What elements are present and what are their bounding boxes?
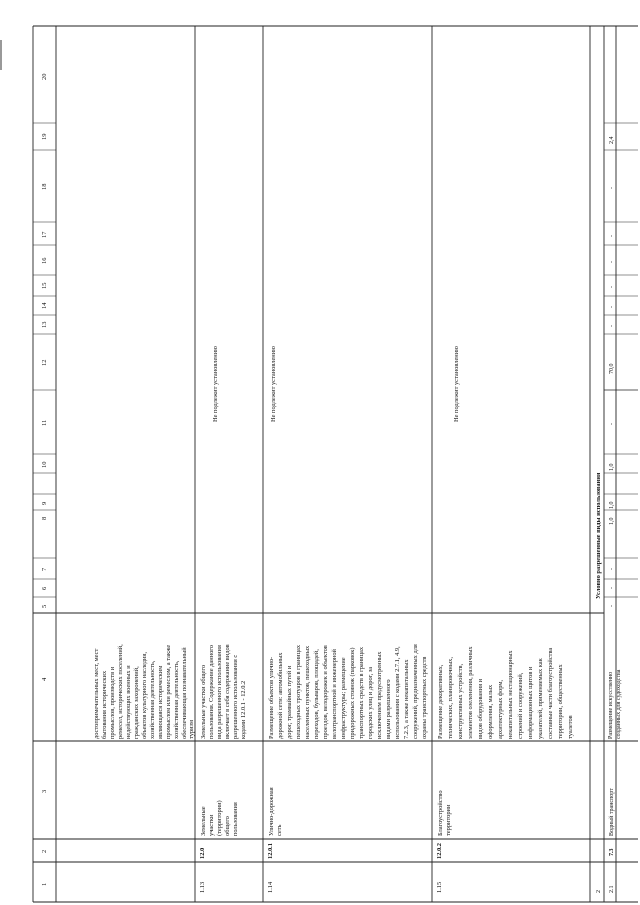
cell-c11: - bbox=[609, 423, 615, 425]
section-number: 2 bbox=[596, 890, 602, 893]
cont-line: обеспечивающая познавательный bbox=[181, 647, 188, 739]
vri-desc-line: переходов, бульваров, площадей, bbox=[313, 649, 320, 739]
cell-c10: 1,0 bbox=[609, 463, 615, 471]
col-num-19: 19 bbox=[41, 133, 48, 140]
cont-line: промыслом или ремеслом, а также bbox=[165, 644, 172, 739]
continuation-description bbox=[93, 644, 195, 739]
vri-desc-line: информационных щитов и bbox=[527, 666, 534, 739]
section-title: Условно разрешенные виды использования bbox=[595, 472, 602, 599]
col-num-8: 8 bbox=[41, 516, 48, 520]
vri-desc-line: сооружений, предназначенных для bbox=[412, 644, 419, 739]
vri-desc-line: включает в себя содержание видов bbox=[224, 644, 231, 739]
cont-line: достопримечательных мест, мест bbox=[93, 648, 100, 739]
row-number: 2.1 bbox=[609, 885, 615, 893]
cell-c16: - bbox=[609, 261, 615, 263]
col-num-5: 5 bbox=[41, 604, 48, 608]
row-number: 1.14 bbox=[267, 881, 274, 893]
table-row bbox=[608, 137, 622, 894]
cell-c13: - bbox=[609, 325, 615, 327]
table-row bbox=[436, 346, 574, 893]
col-num-13: 13 bbox=[41, 321, 48, 328]
cont-line: хозяйственная деятельность, bbox=[149, 660, 156, 739]
cell-c9: 1,0 bbox=[609, 501, 615, 509]
col-num-12: 12 bbox=[41, 359, 48, 366]
vri-desc-line: дорог, трамвайных путей и bbox=[286, 665, 293, 739]
cont-line: гражданских захоронений, bbox=[133, 666, 140, 739]
vri-desc-line: пешеходных тротуаров в границах bbox=[295, 644, 302, 739]
vri-desc-line: пользования. Содержание данного bbox=[208, 645, 215, 739]
col-num-6: 6 bbox=[41, 586, 48, 590]
cont-line: ремесел, исторических поселений, bbox=[117, 644, 124, 739]
col-num-9: 9 bbox=[41, 501, 48, 505]
vri-desc-line: указателей, применяемых как bbox=[537, 658, 544, 739]
vri-code: 12.0.2 bbox=[436, 843, 443, 859]
vri-desc-line: архитектурных форм, bbox=[497, 680, 504, 739]
vri-code: 12.0.1 bbox=[267, 843, 274, 859]
vri-desc-line: конструктивных устройств, bbox=[457, 663, 464, 739]
vri-name: Водный транспорт bbox=[609, 788, 615, 836]
vri-code: 7.3 bbox=[609, 848, 615, 856]
cont-line: бытования исторических bbox=[101, 670, 108, 739]
cell-c19: 2,4 bbox=[609, 136, 615, 144]
vri-desc-line: Размещение объектов улично- bbox=[268, 656, 275, 739]
col-num-15: 15 bbox=[41, 282, 48, 289]
col-num-7: 7 bbox=[41, 567, 48, 571]
col-num-4: 4 bbox=[41, 677, 48, 681]
vri-desc-line: исключением предусмотренных bbox=[376, 651, 383, 739]
vri-desc-line: оформления, малых bbox=[487, 684, 494, 739]
vri-desc-line: транспортных средств в границах bbox=[358, 646, 365, 739]
vri-desc-line: городских улиц и дорог, за bbox=[367, 666, 374, 739]
col-num-14: 14 bbox=[41, 302, 48, 309]
cell-c12: 70,0 bbox=[609, 363, 615, 374]
params-note: Не подлежит установлению bbox=[270, 346, 277, 422]
cont-line: недействующих военных и bbox=[125, 665, 132, 739]
vri-name-line: сеть bbox=[276, 824, 283, 836]
cont-line: являющаяся историческим bbox=[157, 665, 164, 739]
vri-desc-line: 7.2.3, а также некапитальных bbox=[403, 659, 410, 739]
vri-desc-line: проездов, велодорожек и объектов bbox=[322, 645, 329, 739]
vri-name-line: участки bbox=[208, 814, 215, 836]
vri-code: 12.0 bbox=[199, 847, 206, 859]
vri-name-line: территории bbox=[445, 804, 452, 836]
cont-line: объектов культурного наследия, bbox=[141, 652, 148, 739]
row-number: 1.15 bbox=[436, 881, 443, 893]
vri-name-line: пользования bbox=[232, 802, 239, 836]
vri-desc-line: созданных для судоходства bbox=[616, 669, 622, 739]
col-num-18: 18 bbox=[41, 183, 48, 190]
params-note: Не подлежит установлению bbox=[212, 346, 219, 422]
vri-desc-line: инфраструктуры; размещение bbox=[340, 657, 347, 739]
col-num-20: 20 bbox=[41, 73, 48, 80]
vri-desc-line: видами разрешенного bbox=[385, 679, 392, 739]
cell-c14: - bbox=[609, 306, 615, 308]
col-num-11: 11 bbox=[41, 419, 48, 426]
vri-desc-line: некапитальных нестационарных bbox=[507, 650, 514, 739]
cell-c17: - bbox=[609, 235, 615, 237]
col-num-1: 1 bbox=[41, 882, 48, 886]
params-note: Не подлежит установлению bbox=[453, 346, 460, 422]
vri-desc-line: кодами 12.0.1 - 12.0.2 bbox=[240, 680, 247, 739]
col-num-17: 17 bbox=[41, 231, 48, 238]
cont-line: туризм bbox=[188, 720, 195, 739]
col-num-10: 10 bbox=[41, 461, 48, 468]
vri-desc-line: населенных пунктов, пешеходных bbox=[304, 645, 311, 739]
cell-c6: - bbox=[609, 587, 615, 589]
vri-name-line: (территории) bbox=[216, 800, 223, 836]
cell-c7: - bbox=[609, 568, 615, 570]
cell-c5: - bbox=[609, 605, 615, 607]
vri-name-line: Улично-дорожная bbox=[268, 787, 275, 836]
cont-line: промыслов, производств и bbox=[109, 666, 116, 739]
col-num-2: 2 bbox=[41, 849, 48, 853]
vri-desc-line: туалетов bbox=[567, 715, 574, 739]
vri-desc-line: составные части благоустройства bbox=[547, 647, 554, 739]
section-heading bbox=[595, 472, 602, 893]
vri-desc-line: территории, общественных bbox=[557, 664, 564, 739]
vri-desc-line: придорожных стоянок (парковок) bbox=[349, 647, 356, 739]
table-row bbox=[267, 346, 428, 893]
cell-c8: 1,0 bbox=[609, 517, 615, 525]
cont-line: хозяйственная деятельность, bbox=[173, 660, 180, 739]
vri-desc-line: Размещение искусственно bbox=[608, 671, 614, 739]
cell-c15: - bbox=[609, 286, 615, 288]
vri-desc-line: дорожной сети: автомобильных bbox=[277, 652, 284, 739]
vri-desc-line: строений и сооружений, bbox=[517, 672, 524, 739]
vri-desc-line: элементов озеленения, различных bbox=[467, 646, 474, 739]
vri-desc-line: вида разрешенного использования bbox=[216, 645, 223, 739]
vri-name-line: Земельные bbox=[200, 806, 207, 836]
vri-desc-line: технических, планировочных, bbox=[447, 657, 454, 739]
cell-c18: - bbox=[609, 187, 615, 189]
vri-desc-line: Размещение декоративных, bbox=[437, 664, 444, 739]
header-column-numbers bbox=[41, 74, 48, 887]
col-num-16: 16 bbox=[41, 257, 48, 264]
vri-desc-line: Земельные участки общего bbox=[200, 664, 207, 739]
vri-desc-line: использования с кодами 2.7.1, 4.9, bbox=[394, 646, 401, 739]
vri-desc-line: видов оборудования и bbox=[477, 678, 484, 739]
table-grid bbox=[33, 26, 638, 902]
vri-desc-line: разрешенного использования с bbox=[232, 654, 239, 739]
row-number: 1.13 bbox=[199, 881, 206, 893]
table-row bbox=[199, 346, 247, 893]
vri-desc-line: охраны транспортных средств bbox=[421, 656, 428, 739]
vri-name-line: Благоустройство bbox=[437, 790, 444, 836]
vri-name-line: общего bbox=[224, 816, 231, 836]
col-num-3: 3 bbox=[41, 789, 48, 793]
vri-desc-line: велотранспортной и инженерной bbox=[331, 649, 338, 739]
